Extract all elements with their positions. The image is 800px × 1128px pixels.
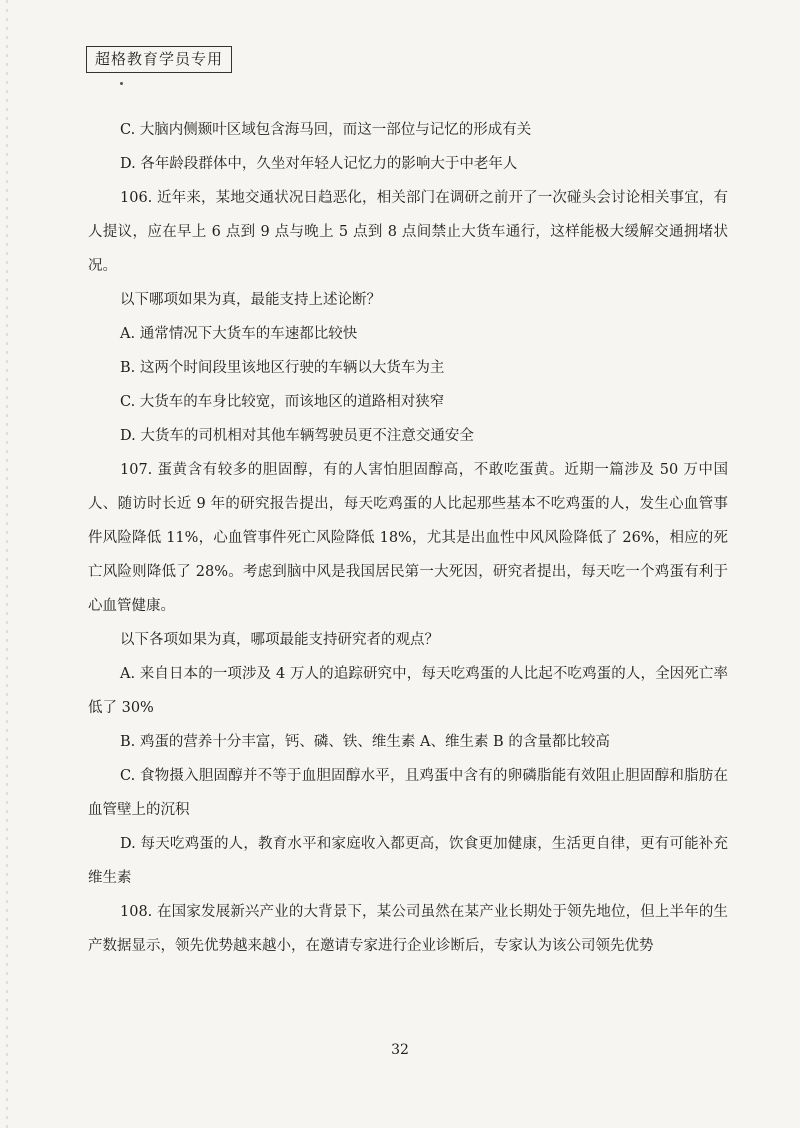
q107-stem: 107. 蛋黄含有较多的胆固醇，有的人害怕胆固醇高，不敢吃蛋黄。近期一篇涉及 50 万中国人、随访时长近 9 年的研究报告提出，每天吃鸡蛋的人比起那些基本不吃鸡蛋的人，发生心血管事件风险降低 11%，心血管事件死亡风险降低 18%，尤其是出血性中风风险降低了 26%，相应的死亡风险则降低了 28%。考虑到脑中风是我国居民第一大死因，研究者提出，每天吃一个鸡蛋有利于心血管健康。 [88, 462, 728, 614]
q108-stem: 108. 在国家发展新兴产业的大背景下，某公司虽然在某产业长期处于领先地位，但上半年的生产数据显示，领先优势越来越小，在邀请专家进行企业诊断后，专家认为该公司领先优势 [88, 904, 728, 954]
q106-option-b: B. 这两个时间段里该地区行驶的车辆以大货车为主 [120, 360, 445, 376]
page-number: 32 [391, 1042, 409, 1058]
q106-option-a: A. 通常情况下大货车的车速都比较快 [120, 326, 358, 342]
q105-option-d: D. 各年龄段群体中，久坐对年轻人记忆力的影响大于中老年人 [120, 156, 518, 172]
q105-option-c: C. 大脑内侧颞叶区域包含海马回，而这一部位与记忆的形成有关 [120, 122, 532, 138]
scan-speck [120, 82, 123, 85]
scan-edge [6, 0, 8, 1128]
q107-option-b: B. 鸡蛋的营养十分丰富，钙、磷、铁、维生素 A、维生素 B 的含量都比较高 [120, 734, 610, 750]
q107-prompt: 以下各项如果为真，哪项最能支持研究者的观点？ [120, 632, 439, 648]
header-label: 超格教育学员专用 [86, 46, 232, 73]
q106-option-d: D. 大货车的司机相对其他车辆驾驶员更不注意交通安全 [120, 428, 474, 444]
question-content [88, 113, 728, 963]
q107-option-c: C. 食物摄入胆固醇并不等于血胆固醇水平，且鸡蛋中含有的卵磷脂能有效阻止胆固醇和脂肪在血管壁上的沉积 [88, 768, 728, 818]
q106-prompt: 以下哪项如果为真，最能支持上述论断？ [120, 292, 381, 308]
q106-option-c: C. 大货车的车身比较宽，而该地区的道路相对狭窄 [120, 394, 445, 410]
q106-stem: 106. 近年来，某地交通状况日趋恶化，相关部门在调研之前开了一次碰头会讨论相关事宜，有人提议，应在早上 6 点到 9 点与晚上 5 点到 8 点间禁止大货车通行，这样能极大缓解交通拥堵状况。 [88, 190, 728, 274]
q107-option-a: A. 来自日本的一项涉及 4 万人的追踪研究中，每天吃鸡蛋的人比起不吃鸡蛋的人，全因死亡率低了 30% [88, 666, 728, 716]
q107-option-d: D. 每天吃鸡蛋的人，教育水平和家庭收入都更高，饮食更加健康，生活更自律，更有可能补充维生素 [88, 836, 728, 886]
